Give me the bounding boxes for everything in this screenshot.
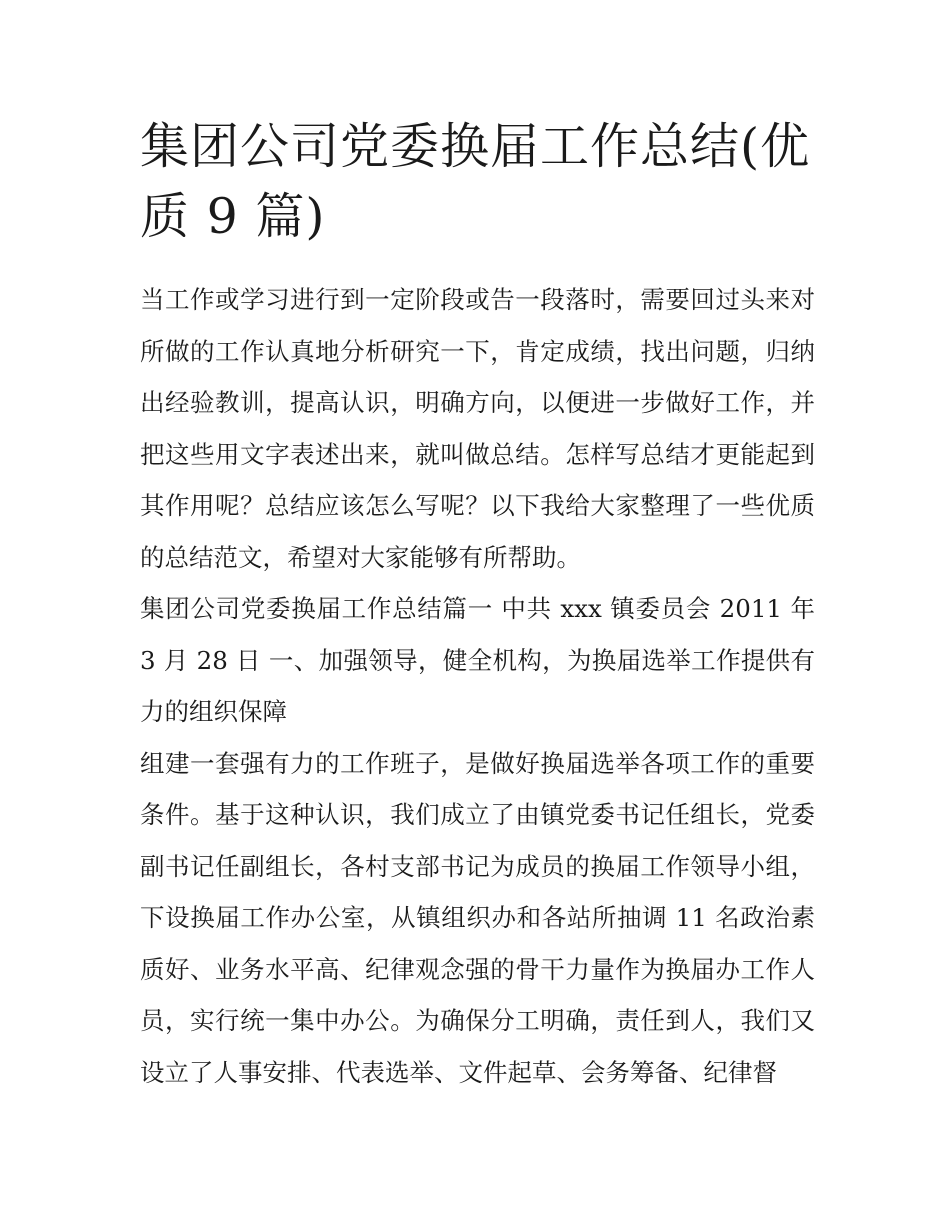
document-page	[140, 112, 815, 1098]
body-paragraph: 组建一套强有力的工作班子，是做好换届选举各项工作的重要条件。基于这种认识，我们成立了由镇党委书记任组长，党委副书记任副组长，各村支部书记为成员的换届工作领导小组，下设换届工作办公室，从镇组织办和各站所抽调 11 名政治素质好、业务水平高、纪律观念强的骨干力量作为换届办工作人员，实行统一集中办公。为确保分工明确，责任到人，我们又设立了人事安排、代表选举、文件起草、会务筹备、纪律督	[140, 748, 815, 1087]
document-title: 集团公司党委换届工作总结(优质 9 篇)	[140, 118, 811, 245]
section-heading-paragraph: 集团公司党委换届工作总结篇一 中共 xxx 镇委员会 2011 年 3 月 28 日 一、加强领导，健全机构，为换届选举工作提供有力的组织保障	[140, 594, 815, 726]
intro-paragraph: 当工作或学习进行到一定阶段或告一段落时，需要回过头来对所做的工作认真地分析研究一下，肯定成绩，找出问题，归纳出经验教训，提高认识，明确方向，以便进一步做好工作，并把这些用文字表述出来，就叫做总结。怎样写总结才更能起到其作用呢？总结应该怎么写呢？以下我给大家整理了一些优质的总结范文，希望对大家能够有所帮助。	[140, 285, 815, 572]
